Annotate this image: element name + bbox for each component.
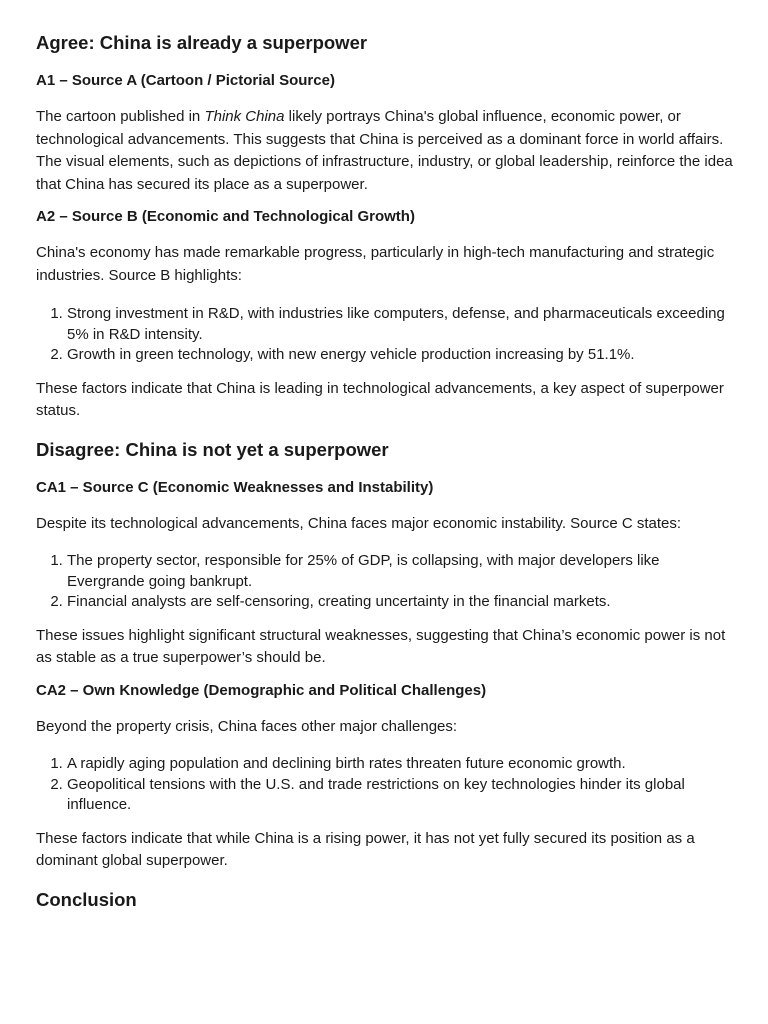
ca2-heading: CA2 – Own Knowledge (Demographic and Political Challenges) [36,681,487,699]
list-item: 1. A rapidly aging population and declining birth rates threaten future economic growth. [67,754,736,775]
conclusion-heading: Conclusion [36,888,137,910]
list-item: 1. The property sector, responsible for 25% of GDP, is collapsing, with major developers like Evergrande going bankrupt. [67,551,736,592]
ca2-list [36,754,736,816]
a2-heading: A2 – Source B (Economic and Technological Growth) [36,208,415,225]
a2-list [36,304,736,366]
ca1-heading: CA1 – Source C (Economic Weaknesses and Instability) [36,478,434,496]
a1-heading: A1 – Source A (Cartoon / Pictorial Source) [36,72,335,89]
list-item: 2. Geopolitical tensions with the U.S. and trade restrictions on key technologies hinder its global influence. [67,775,736,816]
list-item: 1. Strong investment in R&D, with industries like computers, defense, and pharmaceuticals exceeding 5% in R&D intensity. [67,304,736,345]
list-item: 2. Growth in green technology, with new energy vehicle production increasing by 51.1%. [67,345,736,366]
ca2-intro: Beyond the property crisis, China faces other major challenges: [36,717,458,735]
list-item: 2. Financial analysts are self-censoring, creating uncertainty in the financial markets. [67,592,736,613]
a1-text-after: likely portrays China's global influence, economic power, or technological advancements. This suggests that China is perceived as a dominant force in world affairs. The visual elements, such as depictions of infrastructure, industry, or global leadership, reinforce the idea that China has secured its place as a superpower. [36,108,733,193]
a2-intro: China's economy has made remarkable progress, particularly in high-tech manufacturing and strategic industries. Source B highlights: [36,244,715,284]
ca1-intro: Despite its technological advancements, China faces major economic instability. Source C states: [36,514,682,532]
agree-heading: Agree: China is already a superpower [36,32,368,53]
a1-paragraph [36,106,736,196]
ca1-conclusion: These issues highlight significant structural weaknesses, suggesting that China’s economic power is not as stable as a true superpower’s should be. [36,626,726,666]
disagree-heading: Disagree: China is not yet a superpower [36,438,389,460]
ca2-conclusion: These factors indicate that while China is a rising power, it has not yet fully secured its position as a dominant global superpower. [36,829,695,869]
a1-text-before: The cartoon published in [36,108,205,125]
ca1-list [36,551,736,613]
a2-conclusion: These factors indicate that China is leading in technological advancements, a key aspect of superpower status. [36,379,724,419]
document-body [36,28,736,915]
a1-source-title: Think China [204,108,285,125]
